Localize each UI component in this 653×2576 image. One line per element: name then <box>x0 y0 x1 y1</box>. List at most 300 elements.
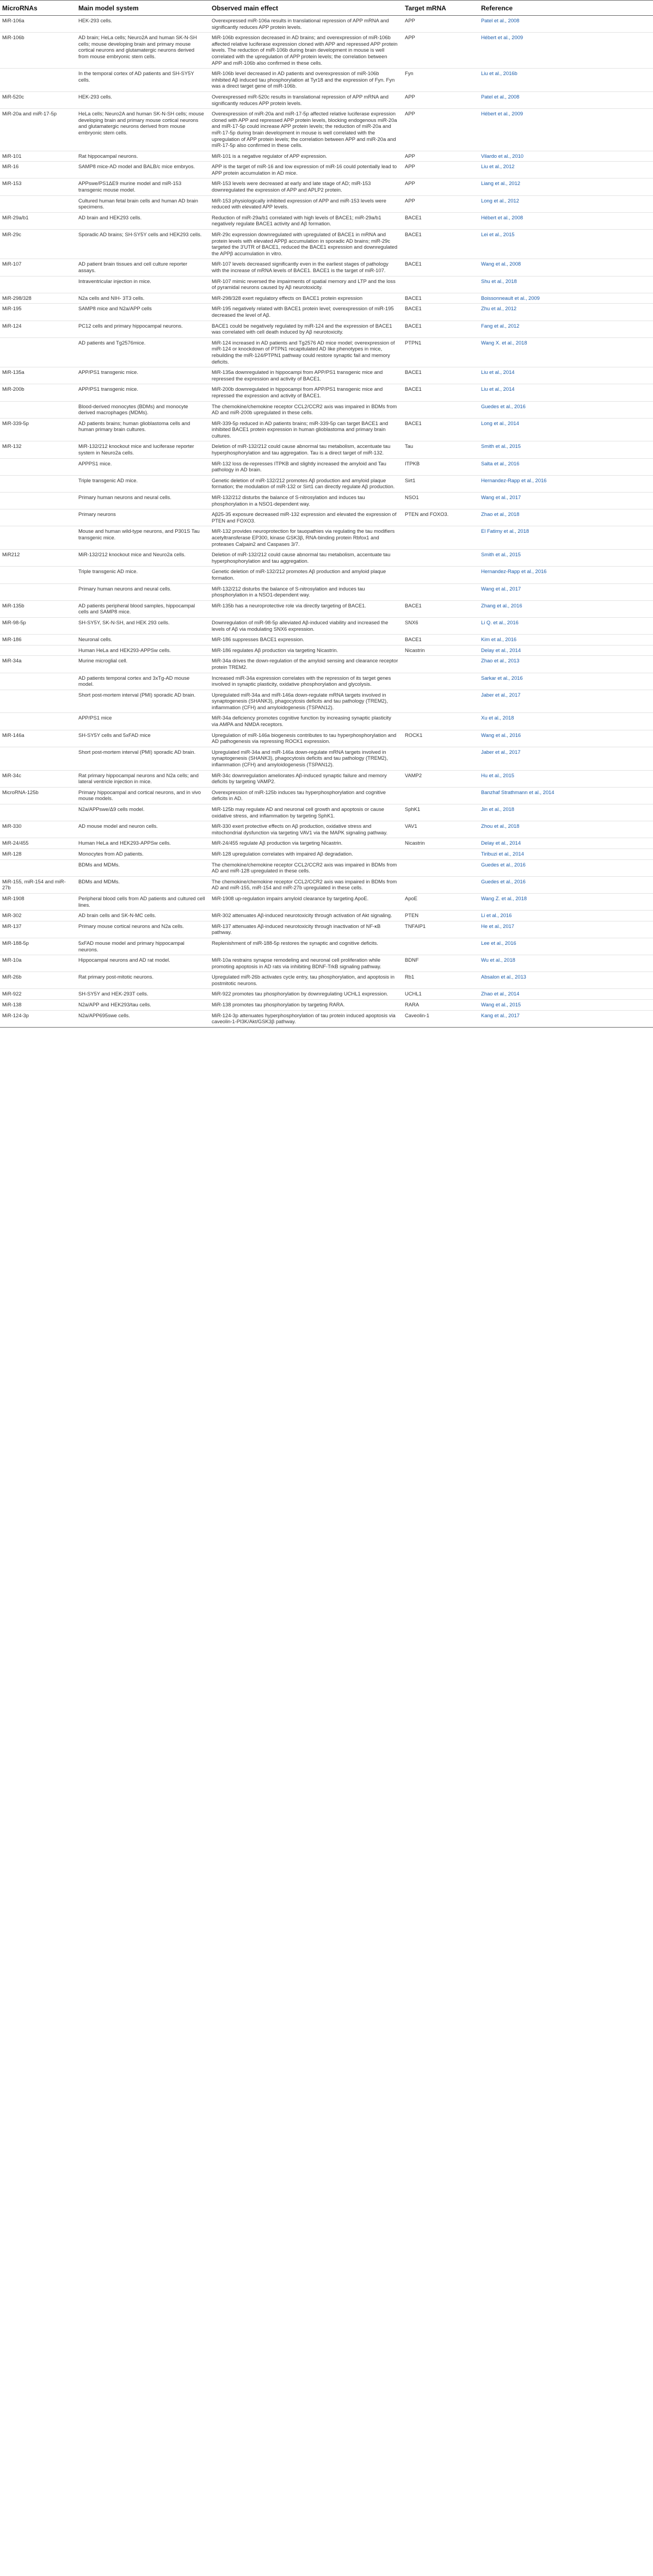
table-row <box>0 972 653 989</box>
cell-mirna: MiR-302 <box>0 911 76 921</box>
cell-mirna: MiR-124-3p <box>0 1010 76 1027</box>
cell-effect: MiR-339-5p reduced in AD patients brains; miR-339-5p can target BACE1 and inhibited BACE1 protein expression in human glioblastoma and primary brain cultures. <box>210 418 403 441</box>
cell-model: BDMs and MDMs. <box>76 859 210 876</box>
cell-reference[interactable]: Liu et al., 2016b <box>479 69 653 92</box>
cell-mirna <box>0 567 76 583</box>
cell-reference[interactable]: Smith et al., 2015 <box>479 441 653 458</box>
table-row <box>0 617 653 634</box>
cell-target: APP <box>403 151 479 162</box>
cell-reference[interactable]: Long et al., 2012 <box>479 195 653 212</box>
cell-target <box>403 849 479 859</box>
table-row <box>0 304 653 321</box>
cell-mirna: MiR-200b <box>0 384 76 401</box>
cell-target: ApoE <box>403 893 479 910</box>
cell-reference[interactable]: Hu et al., 2015 <box>479 770 653 787</box>
cell-mirna: MiR-186 <box>0 635 76 645</box>
table-row <box>0 418 653 441</box>
cell-target: ITPKB <box>403 458 479 475</box>
cell-effect: MiR-138 promotes tau phosphorylation by targeting RARA. <box>210 1000 403 1011</box>
cell-reference[interactable]: Jaber et al., 2017 <box>479 690 653 713</box>
cell-effect: Overexpression of miR-125b induces tau hyperphosphorylation and cognitive deficits in AD. <box>210 787 403 804</box>
cell-target: BACE1 <box>403 230 479 259</box>
cell-target: UCHL1 <box>403 989 479 1000</box>
cell-reference[interactable]: Patel et al., 2008 <box>479 16 653 33</box>
cell-effect: Upregulated miR-26b activates cycle entry, tau phosphorylation, and apoptosis in postmitotic neurons. <box>210 972 403 989</box>
cell-effect: MiR-135b has a neuroprotective role via directly targeting of BACE1. <box>210 600 403 617</box>
table-row <box>0 259 653 276</box>
cell-target: Rb1 <box>403 972 479 989</box>
cell-mirna <box>0 195 76 212</box>
cell-effect: MiR-29c expression downregulated with upregulated of BACE1 in mRNA and protein levels with elevated APPβ accumulation in sporadic AD brains; miR-29c targeted the 3'UTR of BACE1, reduced the BACE1 expression and downregulated the APPβ accumulation in vitro. <box>210 230 403 259</box>
cell-reference[interactable]: El Fatimy et al., 2018 <box>479 526 653 550</box>
cell-reference[interactable]: Li et al., 2016 <box>479 911 653 921</box>
cell-target: BACE1 <box>403 212 479 229</box>
cell-mirna: MiR-146a <box>0 730 76 747</box>
cell-effect: Upregulation of miR-146a biogenesis contributes to tau hyperphosphorylation and AD pathogenesis via repressing ROCK1 expression. <box>210 730 403 747</box>
table-row <box>0 893 653 910</box>
cell-effect: MiR-106b level decreased in AD patients and overexpression of miR-106b inhibited Aβ induced tau phosphorylation at Tyr18 and the expression of Fyn. Fyn was a direct target gene of miR-106b. <box>210 69 403 92</box>
cell-mirna: MiR-24/455 <box>0 838 76 849</box>
cell-mirna: MiR-330 <box>0 821 76 838</box>
table-row <box>0 401 653 418</box>
cell-target <box>403 713 479 730</box>
cell-effect: MiR-10a restrains synapse remodeling and neuronal cell proliferation while promoting apoptosis in AD rats via inhibiting BDNF-TrkB signaling pathway. <box>210 955 403 972</box>
table-body <box>0 16 653 1028</box>
cell-model: Primary neurons <box>76 509 210 526</box>
cell-reference[interactable]: Guedes et al., 2016 <box>479 859 653 876</box>
cell-effect: MiR-302 attenuates Aβ-induced neurotoxicity through activation of Akt signaling. <box>210 911 403 921</box>
table-row <box>0 1010 653 1027</box>
cell-mirna: MiR-138 <box>0 1000 76 1011</box>
cell-effect: MiR-1908 up-regulation impairs amyloid clearance by targeting ApoE. <box>210 893 403 910</box>
cell-mirna: MiR-124 <box>0 321 76 337</box>
table-row <box>0 938 653 955</box>
table-row <box>0 230 653 259</box>
cell-effect: MiR-101 is a negative regulator of APP expression. <box>210 151 403 162</box>
cell-model: APPswe/PS1ΔE9 murine model and miR-153 transgenic mouse model. <box>76 179 210 195</box>
cell-target <box>403 747 479 770</box>
table-row <box>0 337 653 367</box>
cell-model: Primary hippocampal and cortical neurons, and in vivo mouse models. <box>76 787 210 804</box>
cell-model: AD mouse model and neuron cells. <box>76 821 210 838</box>
cell-reference[interactable]: Jaber et al., 2017 <box>479 747 653 770</box>
cell-reference[interactable]: Xu et al., 2018 <box>479 713 653 730</box>
cell-effect: Deletion of miR-132/212 could cause abnormal tau metabolism, accentuate tau hyperphosphorylation and tau aggregation. Tau is a direct target of miR-132. <box>210 441 403 458</box>
cell-effect: Replenishment of miR-188-5p restores the synaptic and cognitive deficits. <box>210 938 403 955</box>
cell-mirna: MiR-1908 <box>0 893 76 910</box>
cell-reference[interactable]: Wang X. et al., 2018 <box>479 337 653 367</box>
table-row <box>0 656 653 673</box>
cell-reference[interactable]: Kim et al., 2016 <box>479 635 653 645</box>
cell-model: AD patients temporal cortex and 3xTg-AD mouse model. <box>76 673 210 690</box>
cell-mirna: MiR-132 <box>0 441 76 458</box>
table-row <box>0 162 653 179</box>
cell-reference[interactable]: Liu et al., 2014 <box>479 367 653 384</box>
table-row <box>0 441 653 458</box>
cell-mirna: MicroRNA-125b <box>0 787 76 804</box>
cell-mirna <box>0 69 76 92</box>
cell-mirna: MiR-135b <box>0 600 76 617</box>
cell-reference[interactable]: Tiribuzi et al., 2014 <box>479 849 653 859</box>
cell-model: AD brain; HeLa cells; Neuro2A and human SK-N-SH cells; mouse developing brain and primary mouse cortical neurons and glutamatergic neurons derived from mouse embryonic stem cells. <box>76 33 210 69</box>
cell-effect: MiR-135a downregulated in hippocampi from APP/PS1 transgenic mice and repressed the expression and activity of BACE1. <box>210 367 403 384</box>
cell-reference[interactable]: Liu et al., 2012 <box>479 162 653 179</box>
cell-reference[interactable]: Vilardo et al., 2010 <box>479 151 653 162</box>
table-row <box>0 195 653 212</box>
cell-reference[interactable]: Zhu et al., 2012 <box>479 304 653 321</box>
cell-mirna: MiR-137 <box>0 921 76 938</box>
cell-reference[interactable]: Wang et al., 2008 <box>479 259 653 276</box>
cell-mirna <box>0 526 76 550</box>
cell-model: Neuronal cells. <box>76 635 210 645</box>
cell-effect: The chemokine/chemokine receptor CCL2/CCR2 axis was impaired in BDMs from AD and miR-155, miR-154 and miR-27b upregulated in these cells. <box>210 876 403 893</box>
cell-target: BACE1 <box>403 635 479 645</box>
cell-target <box>403 401 479 418</box>
cell-effect: Deletion of miR-132/212 could cause abnormal tau metabolism, accentuate tau hyperphosphorylation and tau aggregation. <box>210 550 403 567</box>
cell-reference[interactable]: Delay et al., 2014 <box>479 838 653 849</box>
table-row <box>0 635 653 645</box>
table-row <box>0 109 653 151</box>
cell-target: APP <box>403 33 479 69</box>
cell-model: Triple transgenic AD mice. <box>76 567 210 583</box>
cell-reference[interactable]: Shu et al., 2018 <box>479 276 653 293</box>
cell-mirna: MiR-26b <box>0 972 76 989</box>
cell-target: BACE1 <box>403 259 479 276</box>
cell-model: Murine microglial cell. <box>76 656 210 673</box>
cell-target: BACE1 <box>403 321 479 337</box>
cell-reference[interactable]: Guedes et al., 2016 <box>479 401 653 418</box>
cell-model: MiR-132/212 knockout mice and luciferase reporter system in Neuro2a cells. <box>76 441 210 458</box>
table-row <box>0 367 653 384</box>
cell-mirna: MiR-128 <box>0 849 76 859</box>
cell-effect: BACE1 could be negatively regulated by miR-124 and the expression of BACE1 was correlated with cell death induced by Aβ neurotoxicity. <box>210 321 403 337</box>
cell-mirna <box>0 493 76 509</box>
table-row <box>0 859 653 876</box>
cell-target: Fyn <box>403 69 479 92</box>
cell-mirna <box>0 690 76 713</box>
cell-reference[interactable]: Salta et al., 2016 <box>479 458 653 475</box>
cell-reference[interactable]: Delay et al., 2014 <box>479 645 653 656</box>
cell-model: Blood-derived monocytes (BDMs) and monocyte derived macrophages (MDMs). <box>76 401 210 418</box>
cell-model: AD brain and HEK293 cells. <box>76 212 210 229</box>
table-row <box>0 673 653 690</box>
cell-reference[interactable]: Wang et al., 2016 <box>479 730 653 747</box>
table-row <box>0 955 653 972</box>
cell-target: PTEN and FOXO3. <box>403 509 479 526</box>
cell-reference[interactable]: Hébert et al., 2008 <box>479 212 653 229</box>
cell-model: APPPS1 mice. <box>76 458 210 475</box>
table-row <box>0 509 653 526</box>
cell-target: PTPN1 <box>403 337 479 367</box>
cell-target: NSO1 <box>403 493 479 509</box>
cell-effect: MiR-153 levels were decreased at early and late stage of AD; miR-153 downregulated the expression of APP and APLP2 protein. <box>210 179 403 195</box>
cell-target <box>403 673 479 690</box>
header-model: Main model system <box>76 1 210 16</box>
cell-reference[interactable]: Lee et al., 2016 <box>479 938 653 955</box>
cell-reference[interactable]: Wang et al., 2015 <box>479 1000 653 1011</box>
cell-model: HEK-293 cells. <box>76 91 210 108</box>
table-row <box>0 838 653 849</box>
cell-model: AD patients brains; human glioblastoma cells and human primary brain cultures. <box>76 418 210 441</box>
cell-target: APP <box>403 109 479 151</box>
cell-target: SNX6 <box>403 617 479 634</box>
cell-effect: MiR-24/455 regulate Aβ production via targeting Nicastrin. <box>210 838 403 849</box>
cell-reference[interactable]: Smith et al., 2015 <box>479 550 653 567</box>
cell-effect: Downregulation of miR-98-5p alleviated Aβ-induced viability and increased the levels of Aβ via modulating SNX6 expression. <box>210 617 403 634</box>
cell-reference[interactable]: Zhao et al., 2013 <box>479 656 653 673</box>
cell-effect: Increased miR-34a expression correlates with the repression of its target genes involved in synaptic plasticity, oxidative phosphorylation and glycolysis. <box>210 673 403 690</box>
cell-effect: MiR-132 loss de-represses ITPKB and slightly increased the amyloid and Tau pathology in AD brain. <box>210 458 403 475</box>
cell-model: SAMP8 mice and N2a/APP cells <box>76 304 210 321</box>
cell-target <box>403 550 479 567</box>
cell-target: BACE1 <box>403 418 479 441</box>
table-row <box>0 69 653 92</box>
cell-target: SphK1 <box>403 804 479 821</box>
cell-model: Primary human neurons and neural cells. <box>76 493 210 509</box>
cell-mirna: MiR-339-5p <box>0 418 76 441</box>
cell-target: ROCK1 <box>403 730 479 747</box>
table-row <box>0 730 653 747</box>
cell-mirna: MiR-106a <box>0 16 76 33</box>
cell-target: APP <box>403 162 479 179</box>
cell-reference[interactable]: Guedes et al., 2016 <box>479 876 653 893</box>
table-row <box>0 989 653 1000</box>
cell-effect: MiR-132 provides neuroprotection for tauopathies via regulating the tau modifiers acetyltransferase EP300, kinase GSK3β, RNA-binding protein Rbfox1 and proteases Calpain2 and Caspases 3/7. <box>210 526 403 550</box>
mirna-table <box>0 0 653 1028</box>
cell-effect: MiR-132/212 disturbs the balance of S-nitrosylation and induces tau phosphorylation in a NSO1-dependent way. <box>210 493 403 509</box>
cell-reference[interactable]: Hébert et al., 2009 <box>479 109 653 151</box>
cell-mirna <box>0 583 76 600</box>
cell-mirna: MiR-106b <box>0 33 76 69</box>
cell-model: Human HeLa and HEK293-APPSw cells. <box>76 838 210 849</box>
cell-reference[interactable]: Sarkar et al., 2016 <box>479 673 653 690</box>
cell-model: SH-SY5Y, SK-N-SH, and HEK 293 cells. <box>76 617 210 634</box>
cell-target: Nicastrin <box>403 838 479 849</box>
cell-mirna <box>0 713 76 730</box>
cell-model: SH-SY5Y and HEK-293T cells. <box>76 989 210 1000</box>
cell-mirna: MiR-922 <box>0 989 76 1000</box>
cell-reference[interactable]: He et al., 2017 <box>479 921 653 938</box>
cell-model: Rat primary hippocampal neurons and N2a cells; and lateral ventricle injection in mice. <box>76 770 210 787</box>
cell-effect: MiR-200b downregulated in hippocampi from APP/PS1 transgenic mice and repressed the expression and activity of BACE1. <box>210 384 403 401</box>
table-header-row <box>0 1 653 16</box>
cell-reference[interactable]: Zhou et al., 2018 <box>479 821 653 838</box>
cell-reference[interactable]: Zhao et al., 2014 <box>479 989 653 1000</box>
cell-mirna: MiR-29c <box>0 230 76 259</box>
cell-mirna: MiR-520c <box>0 91 76 108</box>
cell-reference[interactable]: Liang et al., 2012 <box>479 179 653 195</box>
cell-reference[interactable]: Wang Z. et al., 2018 <box>479 893 653 910</box>
cell-model: SH-SY5Y cells and 5xFAD mice <box>76 730 210 747</box>
cell-mirna <box>0 859 76 876</box>
cell-effect: Aβ25-35 exposure decreased miR-132 expression and elevated the expression of PTEN and FOXO3. <box>210 509 403 526</box>
cell-mirna: MiR-34c <box>0 770 76 787</box>
cell-target: APP <box>403 16 479 33</box>
cell-target <box>403 583 479 600</box>
cell-reference[interactable]: Wang et al., 2017 <box>479 583 653 600</box>
cell-effect: Overexpressed miR-106a results in translational repression of APP mRNA and significantly reduces APP protein levels. <box>210 16 403 33</box>
cell-effect: MiR-34a drives the down-regulation of the amyloid sensing and clearance receptor protein TREM2. <box>210 656 403 673</box>
cell-reference[interactable]: Patel et al., 2008 <box>479 91 653 108</box>
cell-mirna <box>0 401 76 418</box>
cell-target: Caveolin-1 <box>403 1010 479 1027</box>
cell-reference[interactable]: Li Q. et al., 2016 <box>479 617 653 634</box>
cell-model: In the temporal cortex of AD patients and SH-SY5Y cells. <box>76 69 210 92</box>
cell-model: N2a/APPswe/Δ9 cells model. <box>76 804 210 821</box>
cell-effect: Overexpressed miR-520c results in translational repression of APP mRNA and significantly reduces APP protein levels. <box>210 91 403 108</box>
cell-effect: MiR-153 physiologically inhibited expression of APP and miR-153 levels were reduced with elevated APP levels. <box>210 195 403 212</box>
cell-mirna: MiR-298/328 <box>0 293 76 304</box>
cell-target <box>403 526 479 550</box>
cell-effect: MiR-106b expression decreased in AD brains; and overexpression of miR-106b affected relative luciferase expression cloned with APP and repressed APP protein levels. The reduction of miR-106b during brain development in mouse is well correlated with the upregulation of APP protein levels; the correlation between APP and miR-106b also confirmed in these cells. <box>210 33 403 69</box>
cell-target: VAV1 <box>403 821 479 838</box>
table-row <box>0 747 653 770</box>
cell-mirna <box>0 475 76 492</box>
cell-target <box>403 859 479 876</box>
cell-mirna <box>0 458 76 475</box>
table-row <box>0 804 653 821</box>
table-row <box>0 849 653 859</box>
cell-target: Tau <box>403 441 479 458</box>
cell-effect: MiR-124-3p attenuates hyperphosphorylation of tau protein induced apoptosis via caveolin-1-PI3K/Akt/GSK3β pathway. <box>210 1010 403 1027</box>
cell-target <box>403 938 479 955</box>
table-row <box>0 179 653 195</box>
cell-reference[interactable]: Hernandez-Rapp et al., 2016 <box>479 475 653 492</box>
cell-target: Nicastrin <box>403 645 479 656</box>
cell-mirna: MiR-195 <box>0 304 76 321</box>
cell-effect: MiR-124 increased in AD patients and Tg2576 AD mice model; overexpression of miR-124 or knockdown of PTPN1 recapitulated AD like phenotypes in mice, rebuilding the miR-124/PTPN1 pathway could restore synaptic fail and memory deficits. <box>210 337 403 367</box>
cell-mirna: MiR-10a <box>0 955 76 972</box>
cell-target: BACE1 <box>403 600 479 617</box>
cell-effect: MiR-298/328 exert regulatory effects on BACE1 protein expression <box>210 293 403 304</box>
cell-effect: Upregulated miR-34a and miR-146a down-regulate mRNA targets involved in synaptogenesis (SHANK3), phagocytosis deficits and tau pathology (TREM2), inflammation (CFH) and amyloidogenesis (TSPAN12). <box>210 690 403 713</box>
cell-model: Mouse and human wild-type neurons, and P301S Tau transgenic mice. <box>76 526 210 550</box>
cell-effect: Genetic deletion of miR-132/212 promotes Aβ production and amyloid plaque formation. <box>210 567 403 583</box>
cell-target: Sirt1 <box>403 475 479 492</box>
cell-model: Hippocampal neurons and AD rat model. <box>76 955 210 972</box>
table-row <box>0 526 653 550</box>
cell-model: SAMP8 mice-AD model and BALB/c mice embryos. <box>76 162 210 179</box>
cell-mirna: MiR-155, miR-154 and miR-27b <box>0 876 76 893</box>
cell-model: 5xFAD mouse model and primary hippocampal neurons. <box>76 938 210 955</box>
cell-model: Sporadic AD brains; SH-SY5Y cells and HEK293 cells. <box>76 230 210 259</box>
cell-model: AD patients peripheral blood samples, hippocampal cells and SAMP8 mice. <box>76 600 210 617</box>
cell-effect: Reduction of miR-29a/b1 correlated with high levels of BACE1; miR-29a/b1 negatively regulate BACE1 activity and Aβ formation. <box>210 212 403 229</box>
cell-reference[interactable]: Zhang et al., 2016 <box>479 600 653 617</box>
cell-model: APP/PS1 transgenic mice. <box>76 384 210 401</box>
cell-model: PC12 cells and primary hippocampal neurons. <box>76 321 210 337</box>
cell-effect: MiR-195 negatively related with BACE1 protein level; overexpression of miR-195 decreased the level of Aβ. <box>210 304 403 321</box>
cell-model: Cultured human fetal brain cells and human AD brain specimens. <box>76 195 210 212</box>
cell-mirna: MiR-107 <box>0 259 76 276</box>
cell-target <box>403 787 479 804</box>
cell-effect: MiR-34a deficiency promotes cognitive function by increasing synaptic plasticity via AMPA and NMDA receptors. <box>210 713 403 730</box>
cell-reference[interactable]: Lei et al., 2015 <box>479 230 653 259</box>
cell-target: PTEN <box>403 911 479 921</box>
header-mirna: MicroRNAs <box>0 1 76 16</box>
cell-target: BACE1 <box>403 304 479 321</box>
cell-model: HeLa cells; Neuro2A and human SK-N-SH cells; mouse developing brain and primary mouse cortical neurons and glutamatergic neurons derived from mouse embryonic stem cells. <box>76 109 210 151</box>
table-row <box>0 1000 653 1011</box>
table-row <box>0 33 653 69</box>
table-row <box>0 787 653 804</box>
cell-model: Short post-mortem interval (PMI) sporadic AD brain. <box>76 747 210 770</box>
cell-reference[interactable]: Hernandez-Rapp et al., 2016 <box>479 567 653 583</box>
cell-target <box>403 276 479 293</box>
cell-model: AD patients and Tg2576mice. <box>76 337 210 367</box>
table-row <box>0 876 653 893</box>
cell-reference[interactable]: Wu et al., 2018 <box>479 955 653 972</box>
cell-reference[interactable]: Wang et al., 2017 <box>479 493 653 509</box>
cell-model: AD brain cells and SK-N-MC cells. <box>76 911 210 921</box>
cell-mirna <box>0 276 76 293</box>
table-row <box>0 384 653 401</box>
cell-mirna <box>0 804 76 821</box>
cell-reference[interactable]: Boissonneault et al., 2009 <box>479 293 653 304</box>
cell-reference[interactable]: Hébert et al., 2009 <box>479 33 653 69</box>
cell-effect: MiR-34c downregulation ameliorates Aβ-induced synaptic failure and memory deficits by targeting VAMP2. <box>210 770 403 787</box>
cell-model: HEK-293 cells. <box>76 16 210 33</box>
table-row <box>0 321 653 337</box>
cell-target: APP <box>403 91 479 108</box>
cell-mirna: MiR-16 <box>0 162 76 179</box>
table-row <box>0 493 653 509</box>
table-row <box>0 770 653 787</box>
cell-reference[interactable]: Fang et al., 2012 <box>479 321 653 337</box>
cell-mirna: MiR212 <box>0 550 76 567</box>
cell-reference[interactable]: Jin et al., 2018 <box>479 804 653 821</box>
table-row <box>0 645 653 656</box>
cell-model: Monocytes from AD patients. <box>76 849 210 859</box>
table-row <box>0 212 653 229</box>
cell-mirna: MiR-101 <box>0 151 76 162</box>
cell-target: BACE1 <box>403 384 479 401</box>
cell-effect: MiR-128 upregulation correlates with impaired Aβ degradation. <box>210 849 403 859</box>
header-target: Target mRNA <box>403 1 479 16</box>
table-row <box>0 911 653 921</box>
cell-model: N2a cells and NIH- 3T3 cells. <box>76 293 210 304</box>
cell-model: N2a/APP695swe cells. <box>76 1010 210 1027</box>
cell-target <box>403 656 479 673</box>
cell-effect: MiR-186 regulates Aβ production via targeting Nicastrin. <box>210 645 403 656</box>
cell-reference[interactable]: Liu et al., 2014 <box>479 384 653 401</box>
cell-reference[interactable]: Zhao et al., 2018 <box>479 509 653 526</box>
table-row <box>0 276 653 293</box>
table-row <box>0 151 653 162</box>
cell-effect: Upregulated miR-34a and miR-146a down-regulate mRNA targets involved in synaptogenesis (SHANK3), phagocytosis deficits and tau pathology (TREM2), inflammation (CFH) and amyloidogenesis (TSPAN12). <box>210 747 403 770</box>
cell-model: Rat primary post-mitotic neurons. <box>76 972 210 989</box>
cell-model: Rat hippocampal neurons. <box>76 151 210 162</box>
header-reference: Reference <box>479 1 653 16</box>
cell-mirna: MiR-34a <box>0 656 76 673</box>
table-row <box>0 921 653 938</box>
table-row <box>0 91 653 108</box>
cell-reference[interactable]: Banzhaf Strathmann et al., 2014 <box>479 787 653 804</box>
cell-model: BDMs and MDMs. <box>76 876 210 893</box>
cell-reference[interactable]: Absalon et al., 2013 <box>479 972 653 989</box>
cell-model: Primary mouse cortical neurons and N2a cells. <box>76 921 210 938</box>
cell-target: BDNF <box>403 955 479 972</box>
cell-model: N2a/APP and HEK293/tau cells. <box>76 1000 210 1011</box>
cell-reference[interactable]: Long et al., 2014 <box>479 418 653 441</box>
cell-effect: MiR-125b may regulate AD and neuronal cell growth and apoptosis or cause oxidative stress, and inflammation by targeting SphK1. <box>210 804 403 821</box>
cell-model: Primary human neurons and neural cells. <box>76 583 210 600</box>
cell-reference[interactable]: Kang et al., 2017 <box>479 1010 653 1027</box>
cell-mirna: MiR-188-5p <box>0 938 76 955</box>
cell-target: BACE1 <box>403 293 479 304</box>
cell-effect: MiR-186 suppresses BACE1 expression. <box>210 635 403 645</box>
cell-effect: MiR-922 promotes tau phosphorylation by downregulating UCHL1 expression. <box>210 989 403 1000</box>
